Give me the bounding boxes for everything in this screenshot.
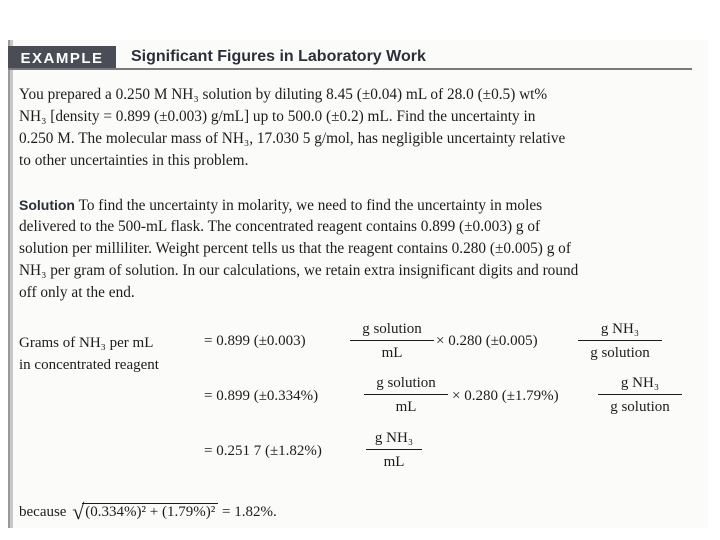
- solution-line: NH₃ per gram of solution. In our calculations, we retain extra insignificant digits and round: [19, 262, 579, 279]
- problem-line: You prepared a 0.250 M NH₃ solution by diluting 8.45 (±0.04) mL of 28.0 (±0.5) wt%: [19, 86, 548, 103]
- header-rule: [8, 68, 692, 70]
- page-spine-edge: [8, 40, 10, 528]
- problem-line: NH₃ [density = 0.899 (±0.003) g/mL] up to 500.0 (±0.2) mL. Find the uncertainty in: [19, 108, 536, 125]
- equation-label: [19, 332, 159, 376]
- fraction-denominator: mL: [395, 399, 417, 415]
- fraction-numerator: g NH₃: [598, 374, 682, 395]
- radical-sign-icon: √: [72, 499, 85, 524]
- fraction-denominator: g solution: [610, 399, 670, 415]
- example-title: Significant Figures in Laboratory Work: [131, 48, 426, 65]
- radicand: (0.334%)² + (1.79%)²: [82, 503, 218, 520]
- solution-label: Solution: [19, 197, 75, 213]
- equation-row-1-fraction-1: [350, 320, 434, 362]
- equation-row-1-fraction-2: [578, 320, 662, 362]
- because-line: [19, 496, 277, 522]
- solution-line: [19, 194, 687, 216]
- solution-line: solution per milliliter. Weight percent tells us that the reagent contains 0.280 (±0.005) g of: [19, 240, 571, 257]
- equation-row-2-fraction-2: [598, 374, 682, 416]
- equation-row-2-middle: × 0.280 (±1.79%): [452, 388, 559, 404]
- equation-row-2-lead: = 0.899 (±0.334%): [204, 388, 319, 404]
- fraction-numerator: g solution: [364, 374, 448, 395]
- example-label: EXAMPLE: [20, 49, 104, 67]
- problem-statement: [19, 84, 687, 172]
- equation-label-line: Grams of NH₃ per mL: [19, 335, 154, 351]
- because-label: because: [19, 504, 67, 520]
- equation-label-line: in concentrated reagent: [19, 357, 159, 373]
- equation-row-3-fraction: [366, 429, 422, 471]
- problem-line: 0.250 M. The molecular mass of NH₃, 17.030 5 g/mol, has negligible uncertainty relative: [19, 130, 566, 147]
- equation-row-1-lead: = 0.899 (±0.003): [204, 333, 306, 349]
- equation-row-3-lead: = 0.251 7 (±1.82%): [204, 443, 322, 459]
- solution-paragraph: [19, 194, 687, 304]
- fraction-numerator: g solution: [350, 320, 434, 341]
- equation-row-2-fraction-1: [364, 374, 448, 416]
- problem-line: to other uncertainties in this problem.: [19, 152, 249, 169]
- solution-line: delivered to the 500-mL flask. The concentrated reagent contains 0.899 (±0.003) g of: [19, 218, 541, 235]
- fraction-denominator: g solution: [590, 345, 650, 361]
- example-label-box: [8, 46, 116, 70]
- solution-first-line: To find the uncertainty in molarity, we need to find the uncertainty in moles: [78, 197, 543, 214]
- square-root: [70, 496, 218, 522]
- because-result: = 1.82%.: [221, 504, 277, 520]
- fraction-numerator: g NH₃: [578, 320, 662, 341]
- equation-row-1-middle: × 0.280 (±0.005): [436, 333, 538, 349]
- fraction-denominator: mL: [383, 454, 405, 470]
- solution-line: off only at the end.: [19, 284, 135, 301]
- fraction-numerator: g NH₃: [366, 429, 422, 450]
- fraction-denominator: mL: [381, 345, 403, 361]
